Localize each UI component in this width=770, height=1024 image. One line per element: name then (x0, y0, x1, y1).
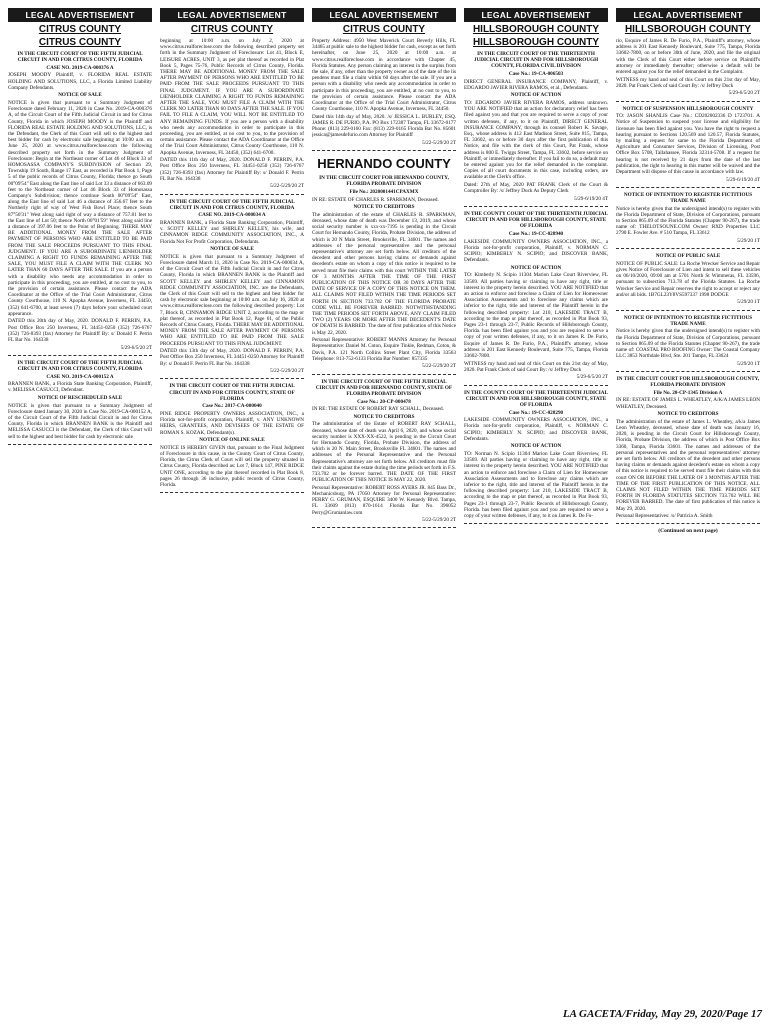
notice-title: NOTICE OF ACTION (510, 443, 562, 450)
notice-body: Notice is hereby given that the undersigned intend(s) to register with the Florida Department of State, Division of Corporations, pursuant to Section 865.09 of the Florida Statutes (Chapter 90-267), the trade name of: COASTAL PRO ROOFING Owner: The Coastal Company LLC 3853 Northdale Blvd, Ste. 201 Tampa, FL 33624 (616, 328, 760, 360)
notice-body: NOTICE is given that pursuant to a Summary Judgment of Foreclosure dated January 30, 2020 in Case No. 2019-CA-000152 A, of the Circuit Court of the Fifth Judicial Circuit in and for Citrus County, Florida in which BRANNEN BANK is the Plaintiff and MELISSA CASUCCI is the Defendant, the Clerk of this Court will sell to the highest and best bidder for cash by electronic sale (8, 402, 152, 440)
county-heading: HILLSBOROUGH COUNTY (472, 37, 600, 48)
case-number: File No.: 2020001441CPAXMX (349, 189, 419, 196)
county-heading: HILLSBOROUGH COUNTY (624, 24, 752, 35)
court-caption: IN THE CIRCUIT COURT FOR HILLSBOROUGH COUNTY, FLORIDA PROBATE DIVISION (616, 376, 760, 389)
divider (464, 385, 608, 386)
notice-body: TO: JASON SHANLIS Case No.: CD202002336 D 1723701. A Notice of Suspension to suspend your license and eligibility for licensure has been filed against you. You have the right to request a hearing pursuant to Sections 120.569 and 120.57, Florida Statutes, by mailing a request for same to the Florida Department of Agriculture and Consumer Services, Division of Licensing, Post Office Box 5708, Tallahassee, Florida 32314-5708. If a request for hearing is not received by 21 days from the date of the last publication, the right to hearing in this matter will be waived and the Department will dispose of this cause in accordance with law. (616, 113, 760, 176)
run-dates: 5/29-6/5/20 2T (576, 374, 608, 381)
run-dates: 5/29-6/5/20 2T (120, 344, 152, 351)
notice-signature: WITNESS my hand and seal of this Court on this 21st day of May, 2020. Pat Frank Clerk of said Court By: /s/ Jeffrey Duck (616, 76, 760, 89)
section-header: LEGAL ADVERTISEMENT (464, 8, 608, 22)
notice-signature: DATED this 20th day of May, 2020. DONALD F. PERRIN, P.A. Post Office Box 250 Inverness, FL 34451-0250 (352) 726-6767 (352) 726-8393 (fax) Attorney for Plaintiff By: s/ Donald F. Perrin FL Bar No. 164338 (8, 318, 152, 344)
divider (616, 187, 760, 188)
legal-notice (8, 360, 152, 440)
court-caption: IN THE CIRCUIT COURT OF THE FIFTH JUDICIAL CIRCUIT IN AND FOR CITRUS COUNTY, FLORIDA (17, 51, 143, 64)
run-dates: 5/22-5/29/20 2T (270, 183, 304, 190)
notice-body: NOTICE is given that pursuant to a Summary Judgment of Foreclosure dated February 11, 2020 in Case No. 2019-CA-000376 A, of the Circuit Court of the Fifth Judicial Circuit in and for Citrus County, Florida in which JOSEPH MOODY is the Plaintiff and FLORIDA REAL ESTATE HOLDING AND SOLUTIONS, LLC, is the Defendant, the Clerk of this Court will sell to the highest and best bidder for cash by electronic sale beginning at 10:00 a.m. on June 25, 2020 at www.citrus.realforeclose.com the following described property set forth in the Summary Judgment of Foreclosure: Begin at the Northeast corner of Lot 46 of Block 33 of HOMOSASSA COMPANY'S SUBDIVISION of Section 29, Township 19 South, Range 17 East, as recorded in Plat Book 1, Page 5 of the public records of Citrus County, Florida; thence go South 00°09'54" East along the East line of said Lot 33 a distance of 663.09 feet to the Northeast corner of Lot 46 Block 33 of Homosassa Company's Subdivision; thence continue South 00°09'54" East, along the East line of said Lot 46 a distance of 356.67 feet to the Northerly right of way of West Fish Bowl Place; thence South 87°50'31" West along said right of way a distance of 757.81 feet to the East line of Lot 50; thence North 00°01'59" West along said line a distance of 397.06 feet to the Point of Beginning. THERE MAY BE ADDITIONAL MONEY FROM THE SALE AFTER PAYMENT OF PERSONS WHO ARE ENTITLED TO BE PAID FROM THE SALE PROCEEDS PURSUANT TO THIS FINAL JUDGMENT. IF YOU ARE A SUBORDINATE LIENHOLDER CLAIMING A RIGHT TO FUNDS REMAINING AFTER THE SALE, YOU MUST FILE A CLAIM WITH THE CLERK NO LATER THAN 60 DAYS AFTER THE SALE. If you are a person with a disability who needs any accommodation in order to participate in this proceeding, you are entitled, at no cost to you, to the provision of certain assistance. Please contact the ADA Coordinator at the Office of the Trial Court Administrator, Citrus County Courthouse, 110 N. Apopka Avenue, Inverness, FL 34450, (352) 641-6700, at least seven (7) days before your scheduled court appearance. (8, 99, 152, 317)
run-dates: 5/29/20 1T (737, 238, 760, 245)
section-header: LEGAL ADVERTISEMENT (312, 8, 456, 22)
parties: IN RE: ESTATE OF JAMES L. WHEATLEY, A/K/A JAMES LEON WHEATLEY, Deceased. (616, 397, 760, 410)
notice-signature: Personal Representatives: /s/ Patricia A. Smith (616, 513, 713, 520)
notice-body: NOTICE is given that pursuant to a Summary Judgment of Foreclosure dated March 11, 2020 in Case No. 2019-CA-000034 A, of the Circuit Court of the Fifth Judicial Circuit in and for Citrus County, Florida in which BRANNEN BANK is the Plaintiff and SCOTT KELLEY and SHIRLEY KELLEY and CINNAMON RIDGE COMMUNITY ASSOCIATION, INC. are the Defendants, the Clerk of this Court will sell to the highest and best bidder for cash by electronic sale beginning at 10:00 a.m. on July 16, 2020 at www.citrus.realforeclose.com the following described property: Lot 7, Block B, CINNAMON RIDGE UNIT 2, according to the map or plat thereof, as recorded in Plat Book 12, Page 61, of the Public Records of Citrus County, Florida. THERE MAY BE ADDITIONAL MONEY FROM THE SALE AFTER PAYMENT OF PERSONS WHO ARE ENTITLED TO BE PAID FROM THE SALE PROCEEDS PURSUANT TO THIS FINAL JUDGMENT. (160, 253, 304, 347)
notice-title: NOTICE OF SALE (58, 92, 102, 99)
notice-body: TO: Kimberly N. Scipio 11304 Marion Lake Court Riverview, FL 33569. All parties having or claiming to have any right, title or interest in the property herein described. YOU ARE NOTIFIED that an action to enforce and foreclose a Claim of Lien for Homeowner Association Assessments and to foreclose any claims which are inferior to the right, title and interest of the Plaintiff herein in the following described property: Lot 210, LAKESIDE TRACT B, according to the map or plat thereof, as recorded in Plat Book 93, Pages 23-1 through 23-7, Public Records of Hillsborough County, Florida. has been filed against you and you are required to serve a copy of your written defenses, if any, to it on James R. De Furio, Esquire of James R. De Furio, P.A., Plaintiff's attorney, whose address is 201 East Kennedy Boulevard, Suite 775, Tampa, Florida 33602-7800. (464, 272, 608, 360)
divider (312, 374, 456, 375)
parties: PINE RIDGE PROPERTY OWNERS ASSOCIATION, INC., a Florida not-for-profit corporation, Plaintiff, v. ANY UNKNOWN HEIRS, GRANTEES, AND DEVISEES OF THE ESTATE OF ROMAN S. KOZAK, Defendant(s). (160, 411, 304, 436)
case-number: Case No.: 19-CC-028940 (508, 231, 564, 238)
case-number: Case No.: 20-CP-000478 (357, 398, 411, 405)
notice-body: Property Address: 4950 West Maverick Court Beverly Hills, FL 34465 at public sale to the highest bidder for cash, except as set forth hereinafter, on June 25, 2020 at 10:00 a.m. at www.citrus.realforeclose.com in accordance with Chapter 45, Florida Statutes. Any person claiming an interest in the surplus from the sale, if any, other than the property owner as of the date of the lis pendens must file a claim within 60 days after the sale. If you are a person with a disability who needs any accommodation in order to participate in this proceeding, you are entitled, at no cost to you, to the provision of certain assistance. Please contact the ADA Coordinator at the Office of the Trial Court Administrator, Citrus County Courthouse, 110 N. Apopka Avenue, Inverness, FL 34450. (312, 38, 456, 113)
court-caption: IN THE COUNTY COURT OF THE THIRTEENTH JUDICIAL CIRCUIT IN AND FOR HILLSBOROUGH COUNTY, STATE OF FLORIDA (464, 389, 608, 409)
divider (464, 206, 608, 207)
notice-signature: WITNESS my hand and seal of this Court on this 21st day of May, 2020. Pat Frank Clerk of said Court By: /s/ Jeffrey Duck (464, 360, 608, 373)
case-number: File No. 20-CP-1345 Division A (653, 389, 723, 396)
run-dates: 5/29/20 1T (737, 360, 760, 367)
column-4 (464, 8, 608, 1000)
notice-title: NOTICE OF ONLINE SALE (199, 437, 265, 444)
parties: IN RE: ESTATE OF CHARLES R. SPARKMAN, Deceased. (312, 196, 439, 203)
divider (8, 355, 152, 356)
notice-body: beginning at 10:00 a.m. on July 2, 2020 at www.citrus.realforeclose.com the following described property set forth in the Summary Judgment of Foreclosure: Lot 41, Block E, LEISURE ACRES, UNIT 3, as per plat thereof as recorded in Plat Book 5, Pages 75-76, Public Records of Citrus County, Florida. THERE MAY BE ADDITIONAL MONEY FROM THE SALE AFTER PAYMENT OF PERSONS WHO ARE ENTITLED TO BE PAID FROM THE SALE PROCEEDS PURSUANT TO THIS FINAL JUDGMENT. IF YOU ARE A SUBORDINATE LIENHOLDER CLAIMING A RIGHT TO FUNDS REMAINING AFTER THE SALE, YOU MUST FILE A CLAIM WITH THE CLERK NO LATER THAN 60 DAYS AFTER THE SALE. IF YOU FAIL TO FILE A CLAIM, YOU WILL NOT BE ENTITLED TO ANY REMAINING FUNDS. If you are a person with a disability who needs any accommodation in order to participate in this proceeding, you are entitled, at no cost to you, to the provision of certain assistance. Please contact the ADA Coordinator at the Office of the Trial Court Administrator, Citrus County Courthouse, 110 N. Apopka Avenue, Inverness, FL 34450, (352) 641-6700. (160, 38, 304, 156)
legal-notice (616, 315, 760, 367)
county-heading: CITRUS COUNTY (38, 37, 122, 48)
legal-notice (616, 376, 760, 519)
case-number: CASE NO. 2019-CA-000376 A (46, 64, 114, 71)
notice-signature: Dated this 14th day of May, 2020. /s/ JESSICA L. BURLEY, ESQ. JAMES R. DE FURIO, P.A. PO Box 172387 Tampa, FL 33672-0177 Phone: (813) 229-0160 Fax: (813) 229-0165 Florida Bar No. 85601 jessica@jamesdefurio.com Attorney for Plaintiff (312, 113, 456, 139)
notice-title: NOTICE OF INTENTION TO REGISTER FICTITIOUS TRADE NAME (623, 191, 753, 205)
legal-notice (312, 379, 456, 524)
legal-notice (464, 51, 608, 202)
run-dates: 5/29-6/5/20 2T (728, 90, 760, 97)
notice-signature: Personal Representative: ROBERT ROSS AYERS JR. 845 Bass Dr., Mechanicsburg, PA 17050 Attorney for Personal Representative: PERRY G. GRUMAN, ESQUIRE 3400 W. Kennedy Blvd. Tampa, FL 33609 (813) 870-1614 Florida Bar No. 396052 Perry@Grumanlaw.com (312, 484, 456, 516)
divider (8, 444, 152, 445)
case-number: CASE NO. 2019-CA-000034 A (198, 212, 266, 219)
case-number: Case No.: 2017-CA-000040 (202, 403, 262, 410)
notice-body: Notice is hereby given that the undersigned intend(s) to register with the Florida Department of State, Division of Corporations, pursuant to Section 865.09 of the Florida Statutes (Chapter 90-267), the trade name of: THELOTSOUNE.COM Owner: RXD Properties LLC 2790 E. Fowler Ave. # 510 Tampa, FL 33612 (616, 205, 760, 237)
section-header: LEGAL ADVERTISEMENT (616, 8, 760, 22)
county-heading-large: HERNANDO COUNTY (317, 156, 451, 172)
notice-signature: DATED this 11th day of May, 2020. DONALD F. PERRIN, P.A. Post Office Box 250 Inverness, FL 34451-0250 (352) 726-6767 (352) 726-8393 (fax) Attorney for Plaintiff By: s/ Donald F. Perrin FL Bar No. 164338 (160, 157, 304, 182)
notice-body: NOTICE OF PUBLIC SALE: La Roche Wrecker Service and Repair gives Notice of Foreclosure of Lien and intent to sell these vehicles on 06/10/2020, 09:00 am at 5701 North St Wimmeras, FL 33596, pursuant to subsection 713.78 of the Florida Statutes. La Roche Wrecker Service and Repair reserves the right to accept or reject any and/or all bids. 1B7GL23Y8VS597337 1998 DODGE (616, 260, 760, 298)
notice-body: The administration of the estate of CHARLES R. SPARKMAN, deceased, whose date of death was December 13, 2019, and whose social security number is xxx-xx-7195 is pending in the Circuit Court for Hernando County, Florida, Probate Division, the address of which is 20 N Main Street, Brooksville, FL 34601. The names and addresses of the personal representative and the personal representative's attorney are set forth below. All creditors of the decedent and other persons having claims or demands against decedent's estate on whom a copy of this notice is required to be served must file their claims with this court WITHIN THE LATER OF 3 MONTHS AFTER THE TIME OF THE FIRST PUBLICATION OF THIS NOTICE OR 30 DAYS AFTER THE DATE OF SERVICE OF A COPY OF THIS NOTICE ON THEM. ALL CLAIMS NOT FILED WITHIN THE TIME PERIODS SET FORTH IN SECTION 733.702 OF THE FLORIDA PROBATE CODE WILL BE FOREVER BARRED. NOTWITHSTANDING THE TIME PERIODS SET FORTH ABOVE, ANY CLAIM FILED TWO (2) YEARS OR MORE AFTER THE DECEDENT'S DATE OF DEATH IS BARRED. The date of first publication of this Notice is May 22, 2020. (312, 211, 456, 336)
notice-title: NOTICE OF PUBLIC SALE (655, 253, 721, 260)
divider (160, 492, 304, 493)
legal-notice (160, 383, 304, 488)
divider (616, 371, 760, 372)
parties: DIRECT GENERAL INSURANCE COMPANY, Plaintiff, v. EDGARDO JAVIER RIVERA RAMOS, et al., Defendants. (464, 78, 608, 91)
run-dates: 5/29-6/19/20 4T (726, 176, 760, 183)
legal-notice (8, 51, 152, 351)
legal-notice (616, 192, 760, 244)
run-dates: 5/22-5/29/20 2T (422, 363, 456, 370)
court-caption: IN THE CIRCUIT COURT OF THE FIFTH JUDICIAL CIRCUIT IN AND FOR CITRUS COUNTY, FLORIDA (17, 359, 143, 373)
notice-title: NOTICE TO CREDITORS (353, 204, 415, 211)
divider (616, 523, 760, 524)
legal-notice (616, 38, 760, 97)
legal-notice (312, 38, 456, 146)
divider (616, 248, 760, 249)
county-heading: CITRUS COUNTY (38, 24, 122, 35)
court-caption: IN THE CIRCUIT COURT OF THE FIFTH JUDICIAL CIRCUIT IN AND FOR CITRUS COUNTY, STATE OF FLORIDA (169, 383, 295, 402)
legal-notice (616, 253, 760, 305)
column-1 (8, 8, 152, 1000)
page-footer: LA GACETA/Friday, May 29, 2020/Page 17 (562, 1008, 762, 1020)
run-dates: 5/29/20 1T (737, 299, 760, 306)
notice-body: The administration of the estate of James L. Wheatley, a/k/a James Leon Wheatley, deceased, whose date of death was January 16, 2020, is pending in the Circuit Court for Hillsborough County, Florida, Probate Division, the address of which is Post Office Box 3360, Tampa, Florida 33601. The names and addresses of the personal representatives and the personal representatives' attorney are set forth below. All creditors of the decedent and other persons having claims or demands against decedent's estate on whom a copy of this notice is required to be served must file their claims with this court ON OR BEFORE THE LATER OF 3 MONTHS AFTER THE TIME OF THE FIRST PUBLICATION OF THIS NOTICE. ALL CLAIMS NOT FILED WITHIN THE TIME PERIODS SET FORTH IN FLORIDA STATUTES SECTION 733.702 WILL BE FOREVER BARRED. The date of first publication of this notice is May 29, 2020. (616, 418, 760, 512)
run-dates: 5/22-5/29/20 2T (422, 140, 456, 147)
parties: BRANNEN BANK, a Florida State Banking Corporation, Plaintiff, v. MELISSA CASUCCI, Defendant. (8, 381, 152, 394)
section-header: LEGAL ADVERTISEMENT (160, 8, 304, 22)
run-dates: 5/22-5/29/20 2T (270, 368, 304, 375)
notice-title: NOTICE OF ACTION (510, 92, 562, 99)
divider (616, 310, 760, 311)
parties: BRANNEN BANK, a Florida State Banking Corporation, Plaintiff, v. SCOTT KELLEY and SHIRLEY KELLEY, his wife, and CINNAMON RIDGE COMMUNITY ASSOCIATION, INC., A Florida Not For Profit Corporation, Defendants. (160, 220, 304, 245)
court-caption: IN THE CIRCUIT COURT OF THE FIFTH JUDICIAL CIRCUIT IN AND FOR HERNANDO COUNTY, STATE OF FLORIDA PROBATE DIVISION (315, 378, 453, 398)
court-caption: IN THE CIRCUIT COURT FOR HERNANDO COUNTY, FLORIDA PROBATE DIVISION (319, 175, 449, 188)
notice-body: rio, Esquire of James R. De Furio, P.A., Plaintiff's attorney, whose address is 201 East Kennedy Boulevard, Suite 775, Tampa, Florida 33602-7800, on or before 30th of June, 2020, and file the original with the Clerk of this Court either before service on Plaintiff's attorney or immediately thereafter; otherwise a default will be entered against you for the relief demanded in the Complaint. (616, 38, 760, 76)
notice-body: TO: EDGARDO JAVIER RIVERA RAMOS, address unknown. YOU ARE NOTIFIED that an action for declaratory relief has been filed against you and that you are required to serve a copy of your written defenses, if any, to it on Plaintiff, DIRECT GENERAL INSURANCE COMPANY, through its counsel Robert K. Savage, Esq., whose address is 412 East Madison Street, Suite 815, Tampa, FL 33602, on or before 30 days after the first publication of this Notice, and file with the clerk of this Court, Pat Frank, whose address is 800 E. Twiggs Street, Tampa, FL 33602, before service on Plaintiff, or immediately thereafter. If you fail to do so, a default may be entered against you for the relief demanded in the complaint. Copies of all court documents in this case, including orders, are available at the Clerk's office. (464, 99, 608, 181)
court-caption: IN THE CIRCUIT COURT OF THE THIRTEENTH JUDICIAL CIRCUIT IN AND FOR HILLSBOROUGH COUNTY, FLORIDA CIVIL DIVISION (473, 51, 599, 70)
notice-title: NOTICE OF SUSPENSION HILLSBOROUGH COUNTY (622, 105, 754, 112)
case-number: CASE NO. 2019-CA-000152 A (46, 373, 114, 380)
county-heading: CITRUS COUNTY (190, 24, 274, 35)
court-caption: IN THE CIRCUIT COURT OF THE FIFTH JUDICIAL CIRCUIT IN AND FOR CITRUS COUNTY, FLORIDA (169, 198, 295, 211)
divider (312, 150, 456, 151)
notice-signature: Dated: 27th of May, 2020 PAT FRANK Clerk of the Court & Comptroller By: /s/ Jeffrey Duck As Deputy Clerk (464, 182, 608, 195)
county-heading: HILLSBOROUGH COUNTY (472, 24, 600, 35)
divider (160, 378, 304, 379)
legal-notice (160, 38, 304, 190)
notice-body: The administration of the Estate of ROBERT RAY SCHALL, deceased, whose date of death was April 6, 2020, and whose social security number is XXX-XX-4522, is pending in the Circuit Court for Hernando County, Florida, Probate Division, the address of which is 20 N. Main Street, Brooksville FL 34601. The names and addresses of the Personal Representative and the Personal Representative's attorney are set forth below. All creditors must file their claims against the estate during the time periods set forth in F.S. 733.702 or be forever barred. THE DATE OF THE FIRST PUBLICATION OF THIS NOTICE IS MAY 22, 2020. (312, 421, 456, 484)
parties: IN RE: THE ESTATE OF ROBERT RAY SCHALL, Deceased. (312, 406, 444, 413)
notice-title: NOTICE OF INTENTION TO REGISTER FICTITIOUS TRADE NAME (623, 314, 753, 327)
section-header: LEGAL ADVERTISEMENT (8, 8, 152, 22)
divider (616, 101, 760, 102)
legal-notice (616, 106, 760, 183)
divider (464, 523, 608, 524)
court-caption: IN THE COUNTY COURT OF THE THIRTEENTH JUDICIAL CIRCUIT IN AND FOR HILLSBOROUGH COUNTY, STATE OF FLORIDA (464, 211, 608, 230)
run-dates: 5/29-6/19/20 4T (574, 195, 608, 202)
column-5 (616, 8, 760, 1000)
notice-title: NOTICE OF SALE (210, 246, 254, 253)
notice-signature: DATED this 13th day of May, 2020. DONALD F. PERRIN, P.A. Post Office Box 250 Inverness, FL 34451-0250 Attorney for Plaintiff By: s/ Donald F. Perrin FL Bar No. 164338 (160, 348, 304, 367)
notice-title: NOTICE TO CREDITORS (657, 411, 719, 418)
notice-title: NOTICE TO CREDITORS (353, 413, 415, 420)
case-number: Case No.: 19-CA-006503 (508, 71, 564, 77)
divider (160, 194, 304, 195)
county-heading: CITRUS COUNTY (342, 24, 426, 35)
case-number: Case No.: 19-CC-028290 (508, 409, 564, 416)
run-dates: 5/22-5/29/20 2T (422, 517, 456, 524)
legal-notice (464, 211, 608, 381)
notice-title: NOTICE OF RESCHEDULED SALE (37, 395, 123, 402)
notice-title: NOTICE OF ACTION (510, 264, 562, 271)
column-2 (160, 8, 304, 1000)
legal-notice (160, 199, 304, 375)
parties: LAKESIDE COMMUNITY OWNERS ASSOCIATION, INC., a Florida not-for-profit corporation, Plaintiff, v. NORMAN C. SCIPIO; KIMBERLY N. SCIPIO; and DISCOVER BANK, Defendants. (464, 417, 608, 442)
notice-body: NOTICE IS HEREBY GIVEN that, pursuant to the Final Judgment of Foreclosure in this cause, in the County Court of Citrus County, Florida, the Citrus Clerk of Court will sell the property situated in Citrus County, Florida described as: Lot 7, Block 147, PINE RIDGE UNIT ONE, according to the plat thereof recorded in Plat Book 8, pages 26 through 36 inclusive, public records of Citrus County, Florida. (160, 444, 304, 489)
legal-notice (464, 390, 608, 520)
continued-note: (Continued on next page) (658, 528, 718, 535)
column-3 (312, 8, 456, 1000)
parties: LAKESIDE COMMUNITY OWNERS ASSOCIATION, INC., a Florida not-for-profit corporation, Plaintiff, v. NORMAN C. SCIPIO; KIMBERLY N. SCIPIO; and DISCOVER BANK, Defendants. (464, 238, 608, 264)
parties: JOSEPH MOODY Plaintiff, v. FLORIDA REAL ESTATE HOLDING AND SOLUTIONS, LLC, a Florida Limited Liability Company Defendants. (8, 72, 152, 91)
divider (312, 527, 456, 528)
legal-notice (312, 175, 456, 369)
notice-body: TO: Norman N. Scipio 11304 Marion Lake Court Riverview, FL 33569. All parties having or claiming to have any right, title or interest in the property herein described. YOU ARE NOTIFIED that an action to enforce and foreclose a Claim of Lien for Homeowner Association Assessments and to foreclose any claims which are inferior to the right, title and interest of the Plaintiff herein in the following described property: Lot 210, LAKESIDE TRACT B, according to the map or plat thereof, as recorded in Plat Book 93, Pages 23-1 through 23-7, Public Records of Hillsborough County, Florida. has been filed against you and you are required to serve a copy of your written defenses, if any, to it on James R. De Fu- (464, 451, 608, 520)
notice-signature: Personal Representative: ROBERT MANNS Attorney for Personal Representative: Daniel M. Coton, Esquire Tinkle, Redman, Coton, & Davis, P.A. 121 North Collins Street Plant City, Florida 33563 Telephone: 813-752-6133 Florida Bar Number: 857335 (312, 337, 456, 362)
newspaper-page (8, 8, 762, 1008)
